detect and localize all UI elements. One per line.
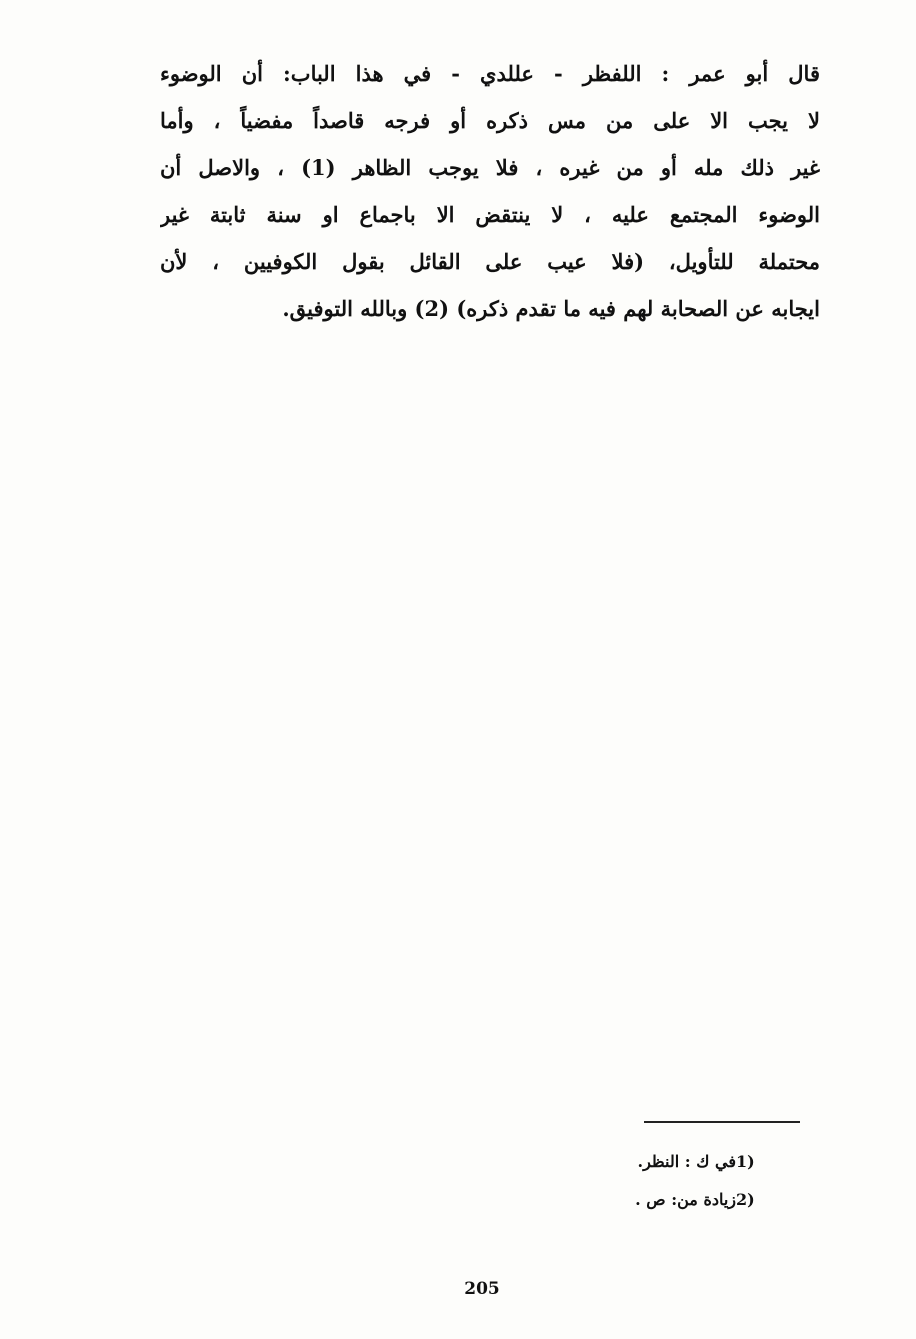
text-line-2: لا يجب الا على من مس ذكره أو فرجه قاصداً مفضياً ، وأما <box>160 108 820 133</box>
footnote-number-1: 1) <box>736 1152 755 1171</box>
text-line-5: محتملة للتأويل، (فلا عيب على القائل بقول الكوفيين ، لأن <box>160 249 820 274</box>
footnote-2 <box>560 1181 770 1219</box>
text-line-1: قال أبو عمر : اللفظر - عللدي - في هذا الباب: أن الوضوء <box>160 61 820 86</box>
footnote-text-2: زيادة من: ص . <box>635 1190 736 1209</box>
footnote-text-1: في ك : النظر. <box>637 1152 736 1171</box>
text-line-4: الوضوء المجتمع عليه ، لا ينتقض الا باجماع او سنة ثابتة غير <box>160 202 820 227</box>
page-number: 205 <box>464 1279 500 1299</box>
text-line-3: غير ذلك مله أو من غيره ، فلا يوجب الظاهر (1) ، والاصل أن <box>160 155 820 180</box>
main-paragraph <box>160 50 820 332</box>
footnote-1 <box>560 1143 770 1181</box>
footnote-divider <box>644 1121 800 1123</box>
text-line-6: ايجابه عن الصحابة لهم فيه ما تقدم ذكره) (2) وبالله التوفيق. <box>282 296 820 321</box>
footnotes <box>560 1143 770 1219</box>
footnote-number-2: 2) <box>736 1190 755 1209</box>
